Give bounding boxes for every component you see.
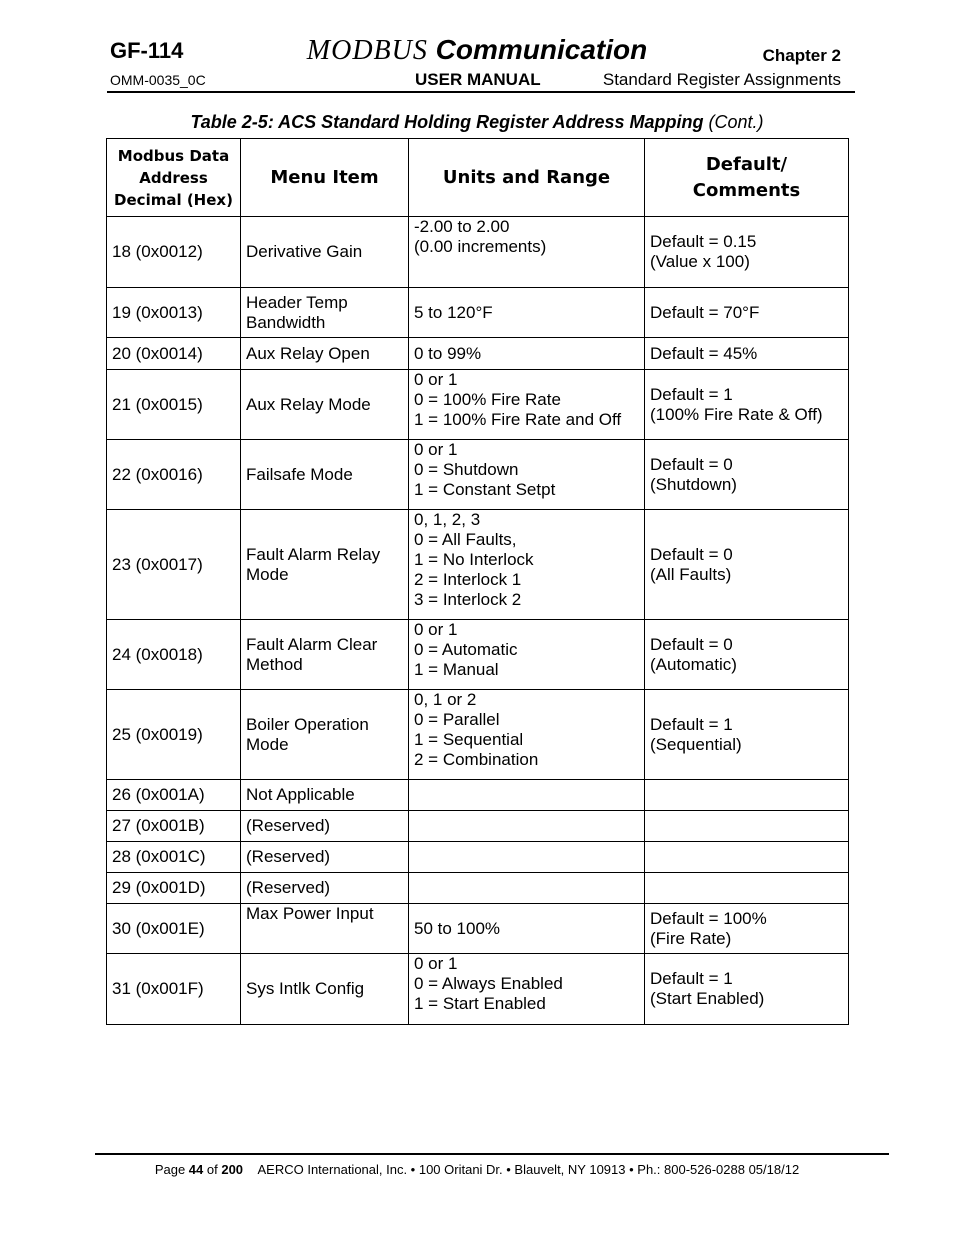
cell-line: 27 (0x001B) xyxy=(112,816,205,835)
cell-menu-item xyxy=(241,370,409,440)
manual-label: USER MANUAL xyxy=(415,70,541,89)
cell-line: 1 = No Interlock xyxy=(414,550,534,569)
table-row xyxy=(107,338,849,370)
header-address-line: Address xyxy=(139,168,208,187)
cell-line: Aux Relay Mode xyxy=(246,394,371,414)
cell-line: 25 (0x0019) xyxy=(112,724,203,744)
cell-line: Default = 45% xyxy=(650,343,758,363)
footer-of: of xyxy=(203,1162,222,1177)
table-row xyxy=(107,288,849,338)
cell-line: 0, 1 or 2 xyxy=(414,690,477,709)
cell-line: (Fire Rate) xyxy=(650,928,732,948)
cell-line: Method xyxy=(246,654,303,674)
cell-address xyxy=(107,510,241,620)
header-units-range: Units and Range xyxy=(409,139,645,217)
cell-line: Fault Alarm Clear xyxy=(246,634,378,654)
cell-line: Default = 1 xyxy=(650,969,733,988)
cell-line: 2 = Interlock 1 xyxy=(414,570,522,589)
cell-menu-item xyxy=(241,873,409,904)
table-row xyxy=(107,873,849,904)
cell-line: (0.00 increments) xyxy=(414,237,547,256)
cell-units-range xyxy=(409,620,645,690)
cell-default xyxy=(645,440,849,510)
cell-line: 24 (0x0018) xyxy=(112,644,203,664)
cell-default xyxy=(645,842,849,873)
title-modbus: MODBUS xyxy=(306,35,428,66)
cell-line: 0 or 1 xyxy=(414,370,458,389)
header-address xyxy=(107,139,241,217)
cell-line: 0 = Automatic xyxy=(414,640,518,659)
cell-line: 1 = Sequential xyxy=(414,730,524,749)
cell-line: 0 = All Faults, xyxy=(414,530,517,549)
cell-menu-item xyxy=(241,842,409,873)
cell-line: (Value x 100) xyxy=(650,252,750,271)
header-default-line: Default/ xyxy=(705,153,788,175)
cell-line: 0 or 1 xyxy=(414,440,458,459)
cell-default xyxy=(645,338,849,370)
cell-menu-item xyxy=(241,954,409,1025)
cell-line: Bandwidth xyxy=(246,312,326,332)
cell-line: Default = 70°F xyxy=(650,302,760,322)
cell-address xyxy=(107,288,241,338)
cell-menu-item xyxy=(241,904,409,954)
cell-line: Default = 1 xyxy=(650,714,733,734)
header-default-line: Comments xyxy=(692,179,801,201)
cell-line: 2 = Combination xyxy=(414,750,539,769)
cell-line: (All Faults) xyxy=(650,564,732,584)
cell-address xyxy=(107,690,241,780)
header-default xyxy=(645,139,849,217)
cell-line: (Sequential) xyxy=(650,734,742,754)
cell-line: 1 = Start Enabled xyxy=(414,994,546,1013)
cell-address xyxy=(107,954,241,1025)
cell-menu-item xyxy=(241,780,409,811)
cell-line: 0, 1, 2, 3 xyxy=(414,510,481,529)
table-row xyxy=(107,217,849,288)
cell-line: Sys Intlk Config xyxy=(246,979,365,998)
cell-line: Default = 100% xyxy=(650,908,767,928)
cell-line: Not Applicable xyxy=(246,785,355,804)
cell-line: Default = 0 xyxy=(650,544,733,564)
cell-address xyxy=(107,904,241,954)
cell-units-range xyxy=(409,780,645,811)
cell-units-range xyxy=(409,811,645,842)
cell-line: 5 to 120°F xyxy=(414,302,493,322)
cell-line: 1 = Constant Setpt xyxy=(414,480,556,499)
cell-units-range xyxy=(409,338,645,370)
cell-line: Default = 0 xyxy=(650,634,733,654)
cell-default xyxy=(645,370,849,440)
cell-line: 28 (0x001C) xyxy=(112,847,206,866)
table-row xyxy=(107,904,849,954)
section-label: Standard Register Assignments xyxy=(602,70,841,89)
cell-line: 20 (0x0014) xyxy=(112,343,203,363)
cell-address xyxy=(107,217,241,288)
cell-line: 26 (0x001A) xyxy=(112,785,205,804)
cell-default xyxy=(645,780,849,811)
cell-address xyxy=(107,440,241,510)
footer-page-number: 44 xyxy=(188,1162,204,1177)
table-row xyxy=(107,811,849,842)
cell-line: Default = 0.15 xyxy=(650,232,757,251)
cell-line: Mode xyxy=(246,734,289,754)
footer-company: AERCO International, Inc. • 100 Oritani Dr. • Blauvelt, NY 10913 • Ph.: 800-526-0288 05/18/12 xyxy=(257,1162,800,1177)
table-row xyxy=(107,780,849,811)
cell-line: 29 (0x001D) xyxy=(112,878,206,897)
cell-menu-item xyxy=(241,620,409,690)
cell-line: Failsafe Mode xyxy=(246,464,353,484)
cell-menu-item xyxy=(241,217,409,288)
table-row xyxy=(107,370,849,440)
cell-units-range xyxy=(409,510,645,620)
footer-page-total: 200 xyxy=(221,1162,244,1177)
cell-line: 0 or 1 xyxy=(414,954,458,973)
table-row xyxy=(107,620,849,690)
cell-units-range xyxy=(409,690,645,780)
cell-units-range xyxy=(409,904,645,954)
cell-line: 0 to 99% xyxy=(414,343,482,363)
cell-units-range xyxy=(409,217,645,288)
caption-main: Table 2-5: ACS Standard Holding Register Address Mapping xyxy=(190,112,709,132)
table-row xyxy=(107,510,849,620)
cell-address xyxy=(107,811,241,842)
page-footer xyxy=(0,1162,954,1177)
cell-line: 19 (0x0013) xyxy=(112,302,203,322)
cell-units-range xyxy=(409,370,645,440)
cell-line: -2.00 to 2.00 xyxy=(414,217,510,236)
cell-line: Derivative Gain xyxy=(246,242,363,261)
cell-line: Header Temp xyxy=(246,292,348,312)
cell-line: (Reserved) xyxy=(246,847,331,866)
cell-address xyxy=(107,370,241,440)
cell-line: (Automatic) xyxy=(650,654,737,674)
chapter-label: Chapter 2 xyxy=(762,46,841,65)
cell-default xyxy=(645,217,849,288)
cell-line: 22 (0x0016) xyxy=(112,464,203,484)
cell-default xyxy=(645,690,849,780)
cell-line: (100% Fire Rate & Off) xyxy=(650,404,823,424)
cell-line: 0 = Parallel xyxy=(414,710,500,729)
cell-default xyxy=(645,811,849,842)
cell-line: Mode xyxy=(246,564,289,584)
cell-line: Default = 0 xyxy=(650,454,733,474)
cell-menu-item xyxy=(241,811,409,842)
cell-menu-item xyxy=(241,510,409,620)
cell-default xyxy=(645,904,849,954)
cell-default xyxy=(645,620,849,690)
cell-address xyxy=(107,620,241,690)
cell-default xyxy=(645,510,849,620)
cell-default xyxy=(645,288,849,338)
cell-line: 50 to 100% xyxy=(414,918,501,938)
cell-line: Fault Alarm Relay xyxy=(246,544,381,564)
header-rule xyxy=(107,91,855,93)
table-caption xyxy=(0,112,954,133)
cell-line: 0 = Shutdown xyxy=(414,460,519,479)
caption-cont: (Cont.) xyxy=(708,112,764,132)
document-id: GF-114 xyxy=(110,38,184,63)
table-body xyxy=(107,217,849,1025)
cell-line: Default = 1 xyxy=(650,384,733,404)
cell-units-range xyxy=(409,440,645,510)
cell-units-range xyxy=(409,954,645,1025)
cell-line: 18 (0x0012) xyxy=(112,242,203,261)
table-row xyxy=(107,440,849,510)
cell-line: 30 (0x001E) xyxy=(112,918,205,938)
cell-units-range xyxy=(409,288,645,338)
footer-spacer xyxy=(243,1162,257,1177)
cell-address xyxy=(107,780,241,811)
header-address-line: Decimal (Hex) xyxy=(114,190,233,209)
cell-line: 0 = 100% Fire Rate xyxy=(414,390,561,409)
cell-line: 3 = Interlock 2 xyxy=(414,590,522,609)
cell-line: 0 or 1 xyxy=(414,620,458,639)
cell-default xyxy=(645,954,849,1025)
cell-menu-item xyxy=(241,440,409,510)
cell-line: Max Power Input xyxy=(246,904,374,923)
cell-units-range xyxy=(409,873,645,904)
cell-line: (Start Enabled) xyxy=(650,989,765,1008)
footer-page-label: Page xyxy=(154,1162,189,1177)
cell-line: Boiler Operation xyxy=(246,714,369,734)
table-row xyxy=(107,954,849,1025)
cell-address xyxy=(107,338,241,370)
cell-address xyxy=(107,842,241,873)
cell-line: 1 = 100% Fire Rate and Off xyxy=(414,410,622,429)
register-table xyxy=(106,138,849,1025)
cell-line: (Reserved) xyxy=(246,816,331,835)
header-menu-item: Menu Item xyxy=(241,139,409,217)
cell-units-range xyxy=(409,842,645,873)
cell-line: 21 (0x0015) xyxy=(112,394,203,414)
cell-line: Aux Relay Open xyxy=(246,343,370,363)
cell-menu-item xyxy=(241,690,409,780)
cell-menu-item xyxy=(241,338,409,370)
cell-line: 1 = Manual xyxy=(414,660,499,679)
table-row xyxy=(107,690,849,780)
cell-menu-item xyxy=(241,288,409,338)
omm-number: OMM-0035_0C xyxy=(110,72,206,88)
cell-default xyxy=(645,873,849,904)
table-row xyxy=(107,842,849,873)
header-address-line: Modbus Data xyxy=(117,146,230,165)
cell-line: 31 (0x001F) xyxy=(112,979,204,998)
table-header-row xyxy=(107,139,849,217)
cell-line: (Reserved) xyxy=(246,878,331,897)
cell-address xyxy=(107,873,241,904)
cell-line: 23 (0x0017) xyxy=(112,554,203,574)
title-rest: Communication xyxy=(427,34,648,65)
footer-rule xyxy=(95,1153,889,1155)
cell-line: 0 = Always Enabled xyxy=(414,974,563,993)
cell-line: (Shutdown) xyxy=(650,474,737,494)
